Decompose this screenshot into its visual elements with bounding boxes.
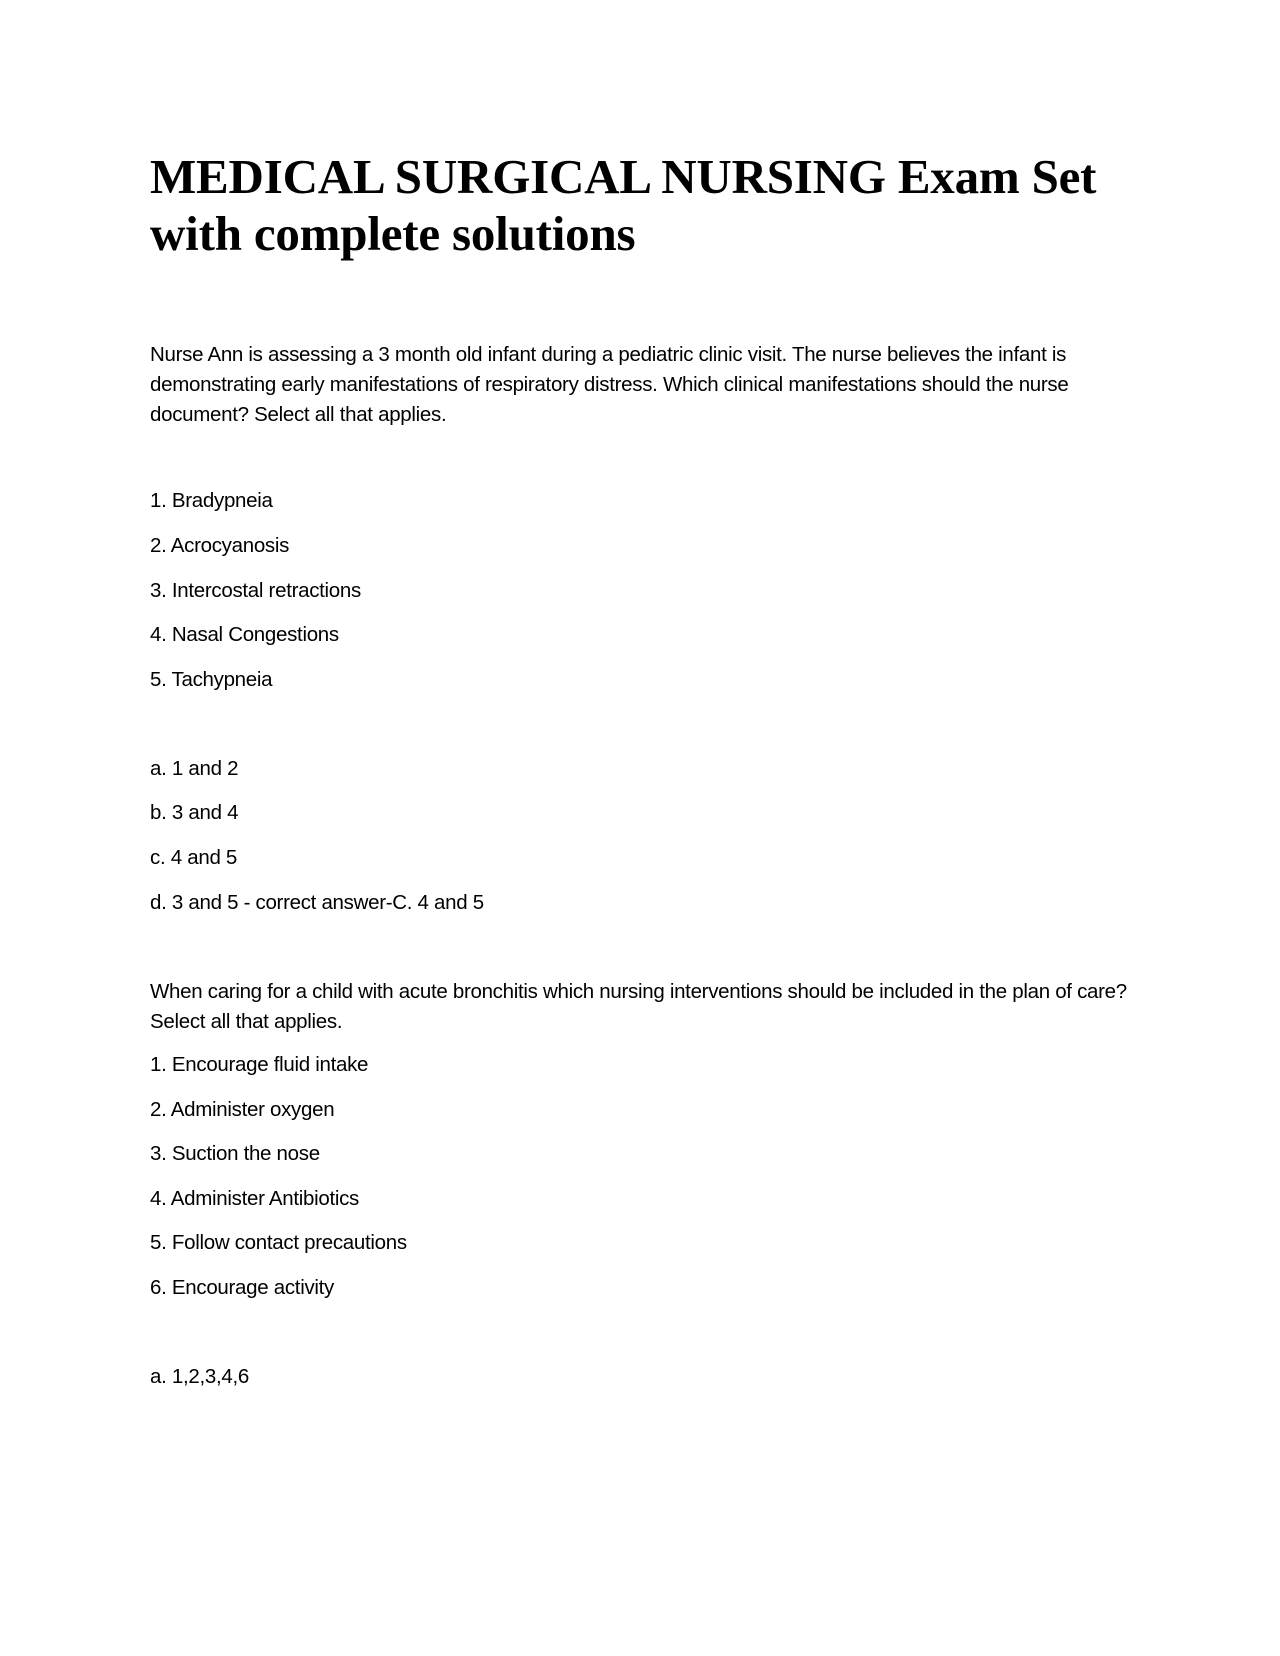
question-2-item-6: 6. Encourage activity — [150, 1276, 334, 1299]
question-1-item-4: 4. Nasal Congestions — [150, 623, 339, 646]
question-1-choice-a: a. 1 and 2 — [150, 757, 239, 780]
question-1-item-2: 2. Acrocyanosis — [150, 534, 290, 557]
question-2-item-3: 3. Suction the nose — [150, 1142, 320, 1165]
document-title: MEDICAL SURGICAL NURSING Exam Set with complete solutions — [150, 149, 1097, 261]
question-1-item-5: 5. Tachypneia — [150, 668, 273, 691]
question-2-prompt: When caring for a child with acute bronchitis which nursing interventions should be included in the plan of care? Select all that applies. — [150, 980, 1127, 1033]
question-2-item-5: 5. Follow contact precautions — [150, 1231, 407, 1254]
question-1-item-1: 1. Bradypneia — [150, 489, 273, 512]
question-2-choice-a: a. 1,2,3,4,6 — [150, 1365, 249, 1388]
question-2-item-2: 2. Administer oxygen — [150, 1098, 335, 1121]
question-2-item-4: 4. Administer Antibiotics — [150, 1187, 359, 1210]
question-1-choice-c: c. 4 and 5 — [150, 846, 238, 869]
question-1-choice-b: b. 3 and 4 — [150, 801, 239, 824]
question-1-choice-d: d. 3 and 5 - correct answer-C. 4 and 5 — [150, 891, 484, 914]
question-1-item-3: 3. Intercostal retractions — [150, 579, 361, 602]
question-1-prompt: Nurse Ann is assessing a 3 month old infant during a pediatric clinic visit. The nurse believes the infant is demonstrating early manifestations of respiratory distress. Which clinical manifestations should the nurse document? Select all that applies. — [150, 343, 1069, 426]
question-2-item-1: 1. Encourage fluid intake — [150, 1053, 369, 1076]
